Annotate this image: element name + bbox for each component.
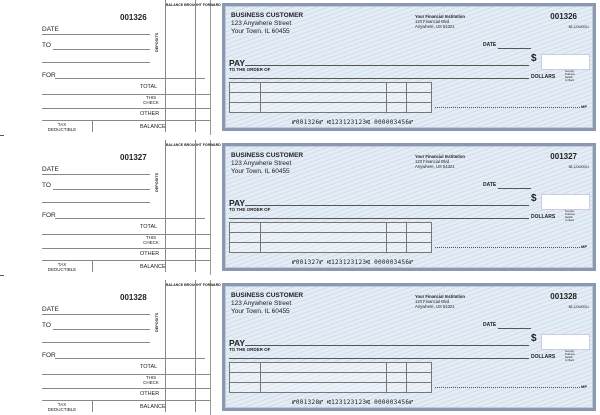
amount-box[interactable]	[541, 334, 590, 350]
stub-for-label: FOR	[42, 352, 56, 359]
check-row-2	[0, 140, 600, 275]
check-date-label: DATE	[483, 322, 497, 328]
dollar-sign: $	[531, 333, 537, 344]
cut-mark	[0, 275, 4, 276]
bank-block	[415, 155, 465, 169]
bank-city: Anywhere, US 54321	[415, 23, 455, 29]
stub-rule	[42, 108, 210, 109]
stub-date-line[interactable]	[42, 174, 150, 175]
bank-name: Your Financial Institution	[415, 294, 465, 299]
stub-this-check-label: THIS CHECK	[143, 235, 159, 245]
stub-column-divider	[92, 120, 93, 132]
stub-balance-label: BALANCE	[140, 124, 166, 130]
check-number: 001328	[550, 292, 577, 301]
stub-rule	[42, 400, 210, 401]
stub-to-line[interactable]	[53, 189, 150, 190]
mp-label: MP	[581, 244, 587, 249]
stub-to-label: TO	[42, 42, 51, 49]
stub-column-divider	[195, 0, 196, 132]
stub-other-label: OTHER	[140, 111, 160, 117]
check-date-line[interactable]	[498, 188, 531, 189]
dollar-sign: $	[531, 53, 537, 64]
stub-date-line[interactable]	[42, 34, 150, 35]
stub-to-line-2[interactable]	[42, 342, 150, 343]
security-features-note: Security Features Details on Back	[565, 70, 575, 82]
stub-rule	[42, 260, 210, 261]
to-the-order-of-label: TO THE ORDER OF	[229, 347, 271, 352]
memo-grid[interactable]	[229, 222, 432, 253]
stub-rule	[42, 234, 210, 235]
to-the-order-of-label: TO THE ORDER OF	[229, 67, 271, 72]
stub-for-line[interactable]	[55, 358, 205, 359]
stub-for-label: FOR	[42, 72, 56, 79]
amount-box[interactable]	[541, 194, 590, 210]
customer-city: Your Town, IL 60455	[231, 28, 290, 35]
stub-other-label: OTHER	[140, 251, 160, 257]
routing-fraction: 88-1234/0001	[568, 305, 589, 309]
customer-city: Your Town, IL 60455	[231, 168, 290, 175]
check-date-line[interactable]	[498, 328, 531, 329]
stub-column-divider	[92, 260, 93, 272]
check-number: 001327	[550, 152, 577, 161]
stub-for-label: FOR	[42, 212, 56, 219]
stub-column-divider	[165, 140, 166, 272]
dollar-sign: $	[531, 193, 537, 204]
written-amount-line[interactable]	[229, 218, 529, 219]
dollars-label: DOLLARS	[531, 74, 556, 80]
bank-block	[415, 295, 465, 309]
micr-line: ⑈001326⑈ ⑆123123123⑆ 000003456⑈	[292, 119, 414, 126]
signature-line[interactable]	[435, 387, 580, 388]
customer-city: Your Town, IL 60455	[231, 308, 290, 315]
routing-fraction: 88-1234/0001	[568, 25, 589, 29]
balance-forward-label: BALANCE BROUGHT FORWARD	[166, 143, 221, 147]
deposits-label: DEPOSITS	[155, 172, 159, 192]
stub-date-label: DATE	[42, 306, 59, 313]
stub-check-number: 001327	[120, 153, 147, 162]
memo-grid[interactable]	[229, 362, 432, 393]
check	[222, 3, 596, 131]
stub-column-divider	[195, 140, 196, 272]
customer-street: 123 Anywhere Street	[231, 20, 292, 27]
customer-block	[231, 292, 303, 316]
stub-column-divider	[165, 0, 166, 132]
bank-street: 123 Financial Blvd	[415, 158, 450, 164]
pay-label: PAY	[229, 338, 246, 348]
check-date-line[interactable]	[498, 48, 531, 49]
signature-line[interactable]	[435, 107, 580, 108]
stub-to-line[interactable]	[53, 329, 150, 330]
check-row-1	[0, 0, 600, 135]
customer-street: 123 Anywhere Street	[231, 300, 292, 307]
check-stub	[0, 280, 221, 415]
mp-label: MP	[581, 384, 587, 389]
bank-block	[415, 15, 465, 29]
pay-label: PAY	[229, 58, 246, 68]
written-amount-line[interactable]	[229, 358, 529, 359]
customer-name: BUSINESS CUSTOMER	[231, 12, 304, 19]
mp-label: MP	[581, 104, 587, 109]
micr-line: ⑈001327⑈ ⑆123123123⑆ 000003456⑈	[292, 259, 414, 266]
stub-tax-deductible-label: TAX DEDUCTIBLE	[47, 122, 77, 132]
dollars-label: DOLLARS	[531, 214, 556, 220]
dollars-label: DOLLARS	[531, 354, 556, 360]
stub-column-divider	[165, 280, 166, 412]
stub-rule	[42, 388, 210, 389]
payee-line[interactable]	[245, 65, 529, 66]
stub-date-label: DATE	[42, 166, 59, 173]
payee-line[interactable]	[245, 345, 529, 346]
micr-line: ⑈001328⑈ ⑆123123123⑆ 000003456⑈	[292, 399, 414, 406]
stub-this-check-label: THIS CHECK	[143, 375, 159, 385]
pay-label: PAY	[229, 198, 246, 208]
stub-tax-deductible-label: TAX DEDUCTIBLE	[47, 402, 77, 412]
stub-to-label: TO	[42, 182, 51, 189]
stub-check-number: 001328	[120, 293, 147, 302]
stub-total-label: TOTAL	[140, 84, 158, 90]
stub-to-line[interactable]	[53, 49, 150, 50]
check-number: 001326	[550, 12, 577, 21]
stub-date-label: DATE	[42, 26, 59, 33]
routing-fraction: 88-1234/0001	[568, 165, 589, 169]
stub-column-divider	[92, 400, 93, 412]
check-stub	[0, 140, 221, 275]
stub-rule	[42, 120, 210, 121]
stub-other-label: OTHER	[140, 391, 160, 397]
stub-total-label: TOTAL	[140, 224, 158, 230]
stub-to-label: TO	[42, 322, 51, 329]
bank-name: Your Financial Institution	[415, 154, 465, 159]
stub-tax-deductible-label: TAX DEDUCTIBLE	[47, 262, 77, 272]
deposits-label: DEPOSITS	[155, 312, 159, 332]
bank-city: Anywhere, US 54321	[415, 163, 455, 169]
memo-grid[interactable]	[229, 82, 432, 113]
written-amount-line[interactable]	[229, 78, 529, 79]
balance-forward-label: BALANCE BROUGHT FORWARD	[166, 283, 221, 287]
stub-rule	[42, 374, 210, 375]
cut-mark	[0, 135, 4, 136]
amount-box[interactable]	[541, 54, 590, 70]
stub-rule	[42, 94, 210, 95]
bank-street: 123 Financial Blvd	[415, 298, 450, 304]
bank-street: 123 Financial Blvd	[415, 18, 450, 24]
stub-date-line[interactable]	[42, 314, 150, 315]
security-features-note: Security Features Details on Back	[565, 210, 575, 222]
stub-for-line[interactable]	[55, 218, 205, 219]
check	[222, 283, 596, 411]
security-features-note: Security Features Details on Back	[565, 350, 575, 362]
stub-balance-label: BALANCE	[140, 264, 166, 270]
customer-block	[231, 152, 303, 176]
check-stub	[0, 0, 221, 135]
stub-to-line-2[interactable]	[42, 62, 150, 63]
customer-name: BUSINESS CUSTOMER	[231, 152, 304, 159]
stub-rule	[42, 248, 210, 249]
to-the-order-of-label: TO THE ORDER OF	[229, 207, 271, 212]
customer-block	[231, 12, 303, 36]
check-date-label: DATE	[483, 182, 497, 188]
bank-city: Anywhere, US 54321	[415, 303, 455, 309]
balance-forward-label: BALANCE BROUGHT FORWARD	[166, 3, 221, 7]
bank-name: Your Financial Institution	[415, 14, 465, 19]
stub-this-check-label: THIS CHECK	[143, 95, 159, 105]
stub-total-label: TOTAL	[140, 364, 158, 370]
check-row-3	[0, 280, 600, 415]
stub-for-line[interactable]	[55, 78, 205, 79]
stub-balance-label: BALANCE	[140, 404, 166, 410]
payee-line[interactable]	[245, 205, 529, 206]
customer-street: 123 Anywhere Street	[231, 160, 292, 167]
stub-check-number: 001326	[120, 13, 147, 22]
signature-line[interactable]	[435, 247, 580, 248]
check	[222, 143, 596, 271]
deposits-label: DEPOSITS	[155, 32, 159, 52]
customer-name: BUSINESS CUSTOMER	[231, 292, 304, 299]
stub-column-divider	[195, 280, 196, 412]
stub-to-line-2[interactable]	[42, 202, 150, 203]
check-date-label: DATE	[483, 42, 497, 48]
